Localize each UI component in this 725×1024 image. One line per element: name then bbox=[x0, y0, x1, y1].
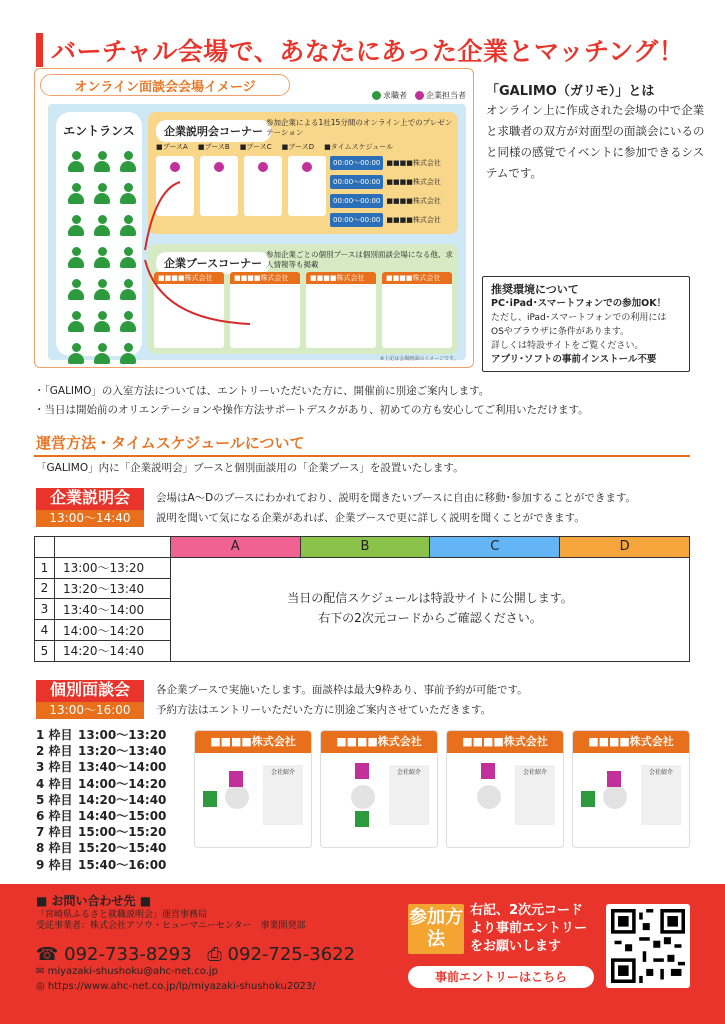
venue-booth-name: ■■■■株式会社 bbox=[154, 272, 224, 284]
globe-icon: ◎ bbox=[36, 981, 45, 992]
company-booth-name: ■■■■株式会社 bbox=[447, 731, 563, 753]
fax-number: 092-725-3622 bbox=[227, 944, 356, 965]
jobseeker-icon bbox=[66, 151, 86, 173]
jobseeker-icon bbox=[92, 311, 112, 333]
booth-tag: ■ブースD bbox=[281, 143, 315, 151]
jobseeker-icon bbox=[203, 791, 217, 807]
slot-item: 5 枠目 14:20〜14:40 bbox=[36, 792, 167, 807]
schedule-time: 00:00〜00:00 bbox=[330, 194, 383, 208]
fax-icon: ⎙ bbox=[207, 944, 222, 965]
row-time: 13:40〜14:00 bbox=[54, 599, 170, 620]
entrance-area bbox=[56, 112, 142, 356]
entrance-label: エントランス bbox=[63, 124, 135, 138]
header-blank bbox=[54, 537, 170, 558]
seminar-corner-label: 企業説明会コーナー bbox=[156, 120, 271, 142]
note-item: ・当日は開始前のオリエンテーションや操作方法サポートデスクがあり、初めての方も安心してご利用いただけます。 bbox=[34, 404, 589, 416]
seminar-time-badge: 13:00〜14:40 bbox=[36, 510, 144, 527]
jobseeker-icon bbox=[118, 183, 138, 205]
section-divider bbox=[34, 455, 690, 457]
contact-org-line: 「宮崎県ふるさと就職説明会」運営事務局 bbox=[36, 910, 208, 920]
jobseeker-icon bbox=[66, 279, 86, 301]
join-text bbox=[470, 902, 587, 956]
entrance-people bbox=[56, 139, 142, 365]
venue-booth bbox=[306, 272, 376, 348]
env-line: アプリ･ソフトの事前インストール不要 bbox=[491, 354, 657, 365]
booth-tag: ■ブースC bbox=[239, 143, 272, 151]
contact-title: ■ お問い合わせ先 ■ bbox=[36, 894, 152, 908]
section-desc: 「GALIMO」内に「企業説明会」ブースと個別面談用の「企業ブース」を設置いたします。 bbox=[36, 462, 464, 474]
company-rep-icon bbox=[415, 91, 424, 100]
table-message-line: 右下の2次元コードからご確認ください。 bbox=[318, 611, 542, 625]
slot-item: 4 枠目 14:00〜14:20 bbox=[36, 776, 167, 791]
row-no: 2 bbox=[35, 578, 55, 599]
schedule-company: ■■■■株式会社 bbox=[386, 216, 441, 224]
row-no: 4 bbox=[35, 620, 55, 641]
jobseeker-icon bbox=[372, 91, 381, 100]
jobseeker-icon bbox=[66, 311, 86, 333]
jobseeker-icon bbox=[92, 343, 112, 365]
booth-tag: ■タイムスケジュール bbox=[324, 143, 394, 151]
company-booth-name: ■■■■株式会社 bbox=[573, 731, 689, 753]
galimo-title: 「GALIMO（ガリモ）」とは bbox=[486, 84, 655, 99]
mail-icon: ✉ bbox=[36, 966, 45, 977]
slot-item: 8 枠目 15:20〜15:40 bbox=[36, 841, 167, 856]
flow-arrows bbox=[140, 170, 260, 330]
table-message-line: 当日の配信スケジュールは特設サイトに公開します。 bbox=[287, 591, 573, 605]
jobseeker-icon bbox=[581, 791, 595, 807]
schedule-company: ■■■■株式会社 bbox=[386, 197, 441, 205]
header-blank bbox=[35, 537, 55, 558]
venue-booth-name: ■■■■株式会社 bbox=[306, 272, 376, 284]
jobseeker-icon bbox=[118, 343, 138, 365]
jobseeker-icon bbox=[92, 183, 112, 205]
company-booth-name: ■■■■株式会社 bbox=[321, 731, 437, 753]
company-intro: 会社紹介 bbox=[263, 765, 303, 825]
interview-badge: 個別面談会 bbox=[36, 680, 144, 702]
interview-desc-line: 各企業ブースで実施いたします。面談枠は最大9枠あり、事前予約が可能です。 bbox=[156, 684, 528, 696]
booth-tag: ■ブースA bbox=[156, 143, 188, 151]
notes bbox=[34, 382, 589, 420]
row-time: 13:20〜13:40 bbox=[54, 578, 170, 599]
interview-slots bbox=[36, 727, 166, 873]
env-line: ただし、iPad･スマートフォンでの利用には bbox=[491, 313, 667, 323]
jobseeker-icon bbox=[92, 247, 112, 269]
seminar-corner-desc: 参加企業による1社15分間のオンライン上でのプレゼンテーション bbox=[266, 118, 453, 137]
email-link[interactable]: miyazaki-shushoku@ahc-net.co.jp bbox=[47, 966, 218, 977]
slot-item: 9 枠目 15:40〜16:00 bbox=[36, 857, 167, 872]
seminar-desc-line: 説明を聞いて気になる企業があれば、企業ブースで更に詳しく説明を聞くことができます。 bbox=[156, 512, 585, 524]
venue-note: ※上記は会場画面のイメージです。 bbox=[380, 356, 459, 362]
join-method-badge: 参加方法 bbox=[408, 904, 464, 954]
slot-item: 3 枠目 13:40〜14:00 bbox=[36, 760, 167, 775]
join-text-line: 右記、2次元コード bbox=[470, 903, 584, 918]
join-text-line: より事前エントリー bbox=[470, 921, 588, 936]
jobseeker-icon bbox=[66, 215, 86, 237]
env-title: 推奨環境について bbox=[491, 283, 579, 296]
row-time: 14:00〜14:20 bbox=[54, 620, 170, 641]
contact-web bbox=[36, 964, 316, 994]
company-rep-icon bbox=[229, 771, 243, 787]
phone-icon: ☎ bbox=[36, 944, 59, 965]
note-item: ・「GALIMO」の入室方法については、エントリーいただいた方に、開催前に別途ご案内します。 bbox=[34, 385, 490, 397]
slot-item: 7 枠目 15:00〜15:20 bbox=[36, 825, 167, 840]
legend-company: 企業担当者 bbox=[426, 91, 466, 100]
jobseeker-icon bbox=[118, 215, 138, 237]
jobseeker-icon bbox=[118, 311, 138, 333]
jobseeker-icon bbox=[118, 279, 138, 301]
seminar-booth-d bbox=[288, 156, 326, 216]
headline-text: バーチャル会場で、あなたにあった企業とマッチング！ bbox=[51, 37, 685, 66]
jobseeker-icon bbox=[92, 279, 112, 301]
jobseeker-icon bbox=[355, 811, 369, 827]
company-booth-name: ■■■■株式会社 bbox=[195, 731, 311, 753]
slot-item: 6 枠目 14:40〜15:00 bbox=[36, 809, 167, 824]
interview-desc bbox=[156, 680, 528, 720]
row-no: 3 bbox=[35, 599, 55, 620]
booth-corner-desc: 参加企業ごとの個別ブースは個別面談会場になる他、求人情報等も掲載 bbox=[266, 250, 453, 269]
galimo-desc: オンライン上に作成された会場の中で企業と求職者の双方が対面型の面談会にいるのと同様の感覚でイベントに参加できるシステムです。 bbox=[486, 103, 705, 180]
company-rep-icon bbox=[355, 763, 369, 779]
column-d: D bbox=[560, 537, 690, 558]
qr-code-icon bbox=[611, 909, 685, 983]
venue-booth-name: ■■■■株式会社 bbox=[230, 272, 300, 284]
tel-number[interactable]: 092-733-8293 bbox=[64, 944, 192, 965]
headline-bar bbox=[36, 33, 43, 67]
seminar-booth-tags bbox=[156, 142, 393, 152]
company-booth bbox=[572, 730, 690, 848]
company-booth bbox=[320, 730, 438, 848]
row-time: 14:20〜14:40 bbox=[54, 640, 170, 661]
jobseeker-icon bbox=[92, 151, 112, 173]
company-rep-icon bbox=[607, 771, 621, 787]
venue-legend bbox=[372, 90, 466, 101]
jobseeker-icon bbox=[118, 247, 138, 269]
booth-corner-label: 企業ブースコーナー bbox=[156, 252, 270, 274]
venue-schedule bbox=[330, 156, 452, 232]
seminar-desc bbox=[156, 488, 636, 528]
company-booth bbox=[194, 730, 312, 848]
column-c: C bbox=[430, 537, 560, 558]
company-intro: 会社紹介 bbox=[641, 765, 681, 825]
url-link[interactable]: https://www.ahc-net.co.jp/lp/miyazaki-shushoku2023/ bbox=[47, 981, 316, 992]
company-booth bbox=[446, 730, 564, 848]
slot-item: 1 枠目 13:00〜13:20 bbox=[36, 728, 167, 742]
interview-desc-line: 予約方法はエントリーいただいた方に別途ご案内させていただきます。 bbox=[156, 704, 492, 716]
venue-title: オンライン面談会会場イメージ bbox=[40, 74, 290, 96]
section-title: 運営方法・タイムスケジュールについて bbox=[36, 434, 305, 452]
schedule-time: 00:00〜00:00 bbox=[330, 213, 383, 227]
qr-code[interactable] bbox=[606, 904, 690, 988]
join-text-line: をお願いします bbox=[470, 939, 562, 954]
venue-booth bbox=[382, 272, 452, 348]
company-intro: 会社紹介 bbox=[515, 765, 555, 825]
jobseeker-icon bbox=[118, 151, 138, 173]
jobseeker-icon bbox=[66, 247, 86, 269]
entry-button[interactable]: 事前エントリーはこちら bbox=[408, 966, 594, 988]
interview-time-badge: 13:00〜16:00 bbox=[36, 702, 144, 719]
row-no: 1 bbox=[35, 557, 55, 578]
schedule-time: 00:00〜00:00 bbox=[330, 175, 383, 189]
jobseeker-icon bbox=[92, 215, 112, 237]
schedule-company: ■■■■株式会社 bbox=[386, 159, 441, 167]
schedule-time: 00:00〜00:00 bbox=[330, 156, 383, 170]
env-line: PC･iPad･スマートフォンでの参加OK！ bbox=[491, 298, 667, 309]
schedule-company: ■■■■株式会社 bbox=[386, 178, 441, 186]
table-message bbox=[180, 588, 680, 628]
contact-org-line: 受託事業者：株式会社アソウ・ヒューマニーセンター 事業開発部 bbox=[36, 921, 306, 931]
booth-tag: ■ブースB bbox=[197, 143, 230, 151]
legend-jobseeker: 求職者 bbox=[383, 91, 407, 100]
venue-booth-name: ■■■■株式会社 bbox=[382, 272, 452, 284]
headline bbox=[36, 30, 684, 70]
company-intro: 会社紹介 bbox=[389, 765, 429, 825]
contact-org bbox=[36, 910, 305, 932]
env-line: 詳しくは特設サイトをご覧ください。 bbox=[491, 341, 644, 351]
row-time: 13:00〜13:20 bbox=[54, 557, 170, 578]
jobseeker-icon bbox=[66, 343, 86, 365]
seminar-badge: 企業説明会 bbox=[36, 488, 144, 510]
slot-item: 2 枠目 13:20〜13:40 bbox=[36, 744, 167, 759]
row-no: 5 bbox=[35, 640, 55, 661]
contact-phones bbox=[36, 944, 355, 965]
env-line: OSやブラウザに条件があります。 bbox=[491, 327, 630, 337]
jobseeker-icon bbox=[66, 183, 86, 205]
env-box bbox=[482, 276, 690, 372]
column-b: B bbox=[300, 537, 430, 558]
seminar-desc-line: 会場はA〜Dのブースにわかれており、説明を聞きたいブースに自由に移動･参加することができます。 bbox=[156, 492, 636, 504]
column-a: A bbox=[170, 537, 300, 558]
company-rep-icon bbox=[481, 763, 495, 779]
table-row bbox=[35, 557, 690, 578]
